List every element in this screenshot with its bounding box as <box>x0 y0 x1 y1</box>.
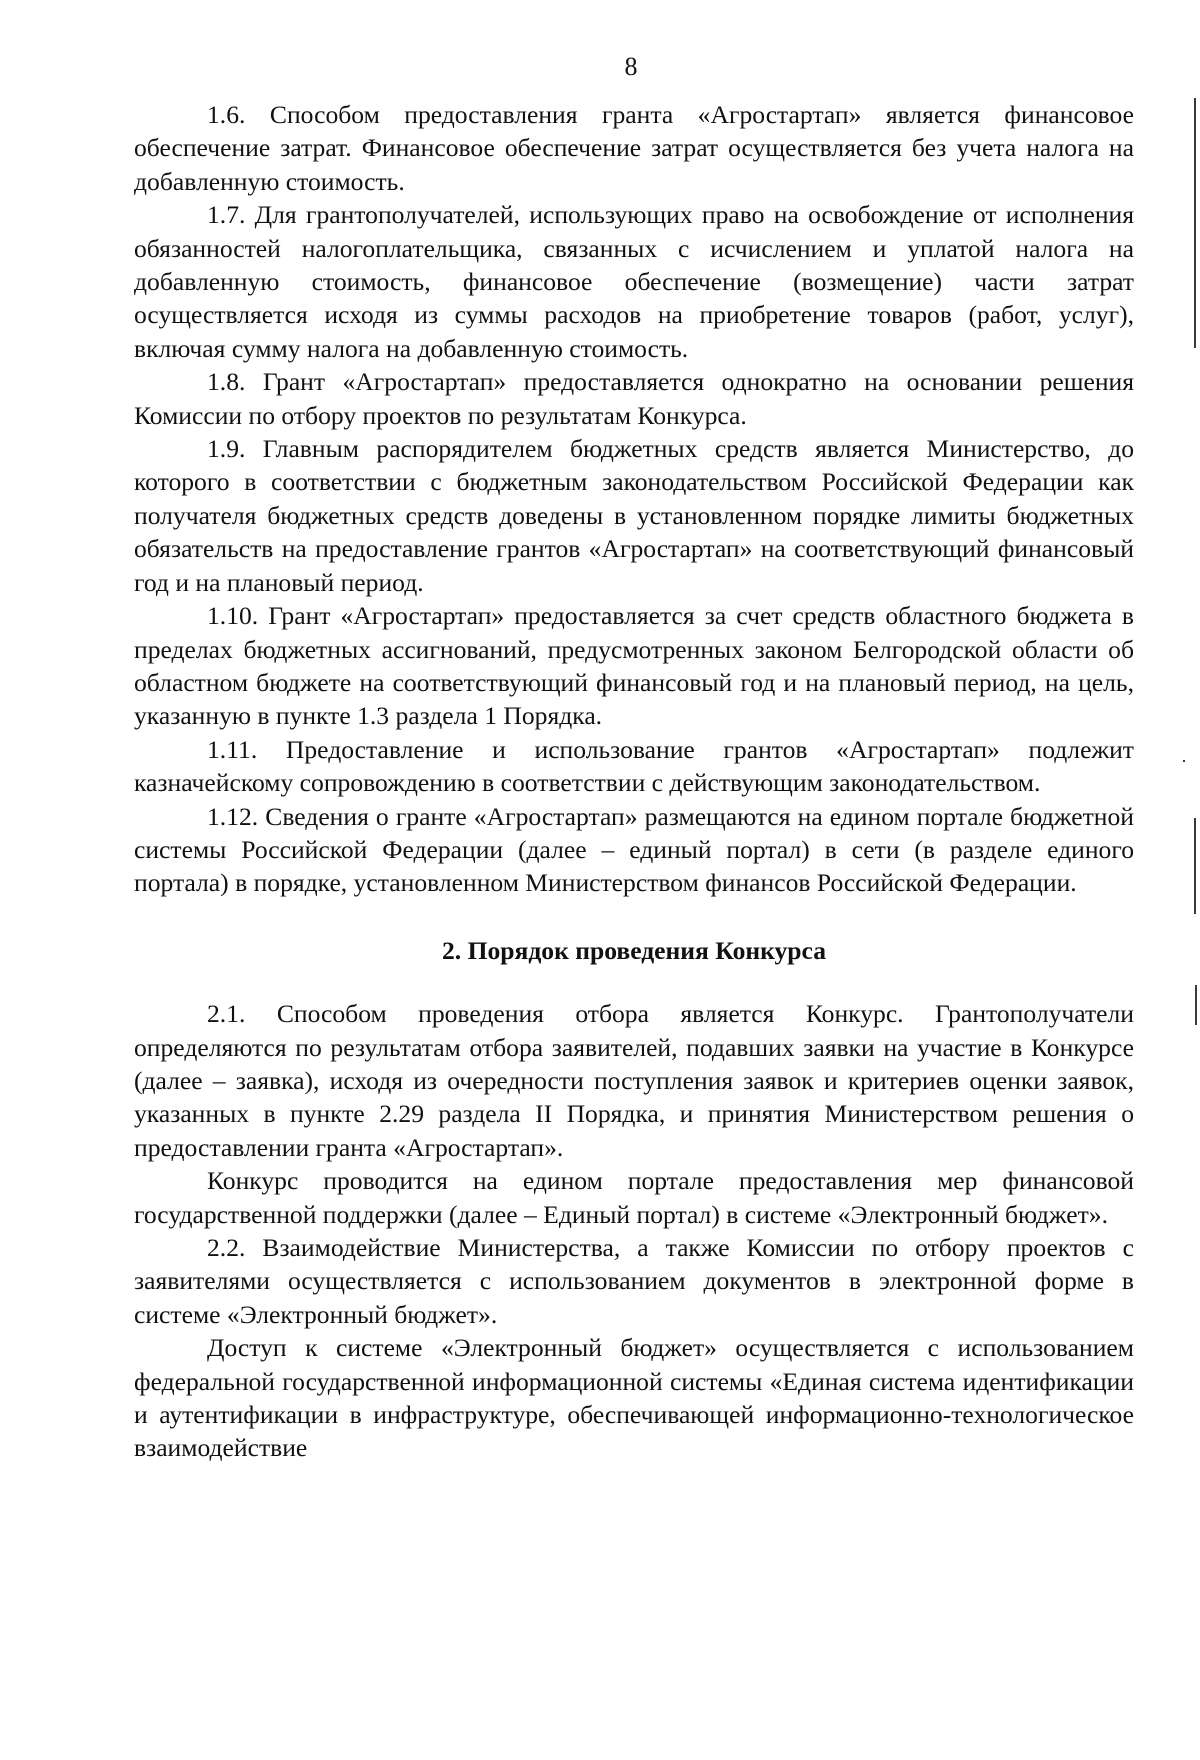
page-number: 8 <box>624 52 638 81</box>
paragraph-access: Доступ к системе «Электронный бюджет» осуществляется с использованием федеральной государственной информационной системы «Единая система идентификации и аутентификации в инфраструктуре, обеспечивающей информационно-технологическое взаимодействие <box>134 1333 1134 1463</box>
paragraph-2-1: 2.1. Способом проведения отбора является Конкурс. Грантополучатели определяются по результатам отбора заявителей, подавших заявки на участие в Конкурсе (далее – заявка), исходя из очередности поступления заявок и критериев оценки заявок, указанных в пункте 2.29 раздела II Порядка, и принятия Министерством решения о предоставлении гранта «Агростартап». <box>134 999 1134 1162</box>
paragraph-1-6: 1.6. Способом предоставления гранта «Агростартап» является финансовое обеспечение затрат. Финансовое обеспечение затрат осуществляется без учета налога на добавленную стоимость. <box>134 100 1134 196</box>
paragraph-1-9: 1.9. Главным распорядителем бюджетных средств является Министерство, до которого в соответствии с бюджетным законодательством Российской Федерации как получателя бюджетных средств доведены в установленном порядке лимиты бюджетных обязательств на предоставление грантов «Агростартап» на соответствующий финансовый год и на плановый период. <box>134 434 1134 597</box>
document-body <box>134 98 1134 1465</box>
paragraph-1-7: 1.7. Для грантополучателей, использующих право на освобождение от исполнения обязанностей налогоплательщика, связанных с исчислением и уплатой налога на добавленную стоимость, финансовое обеспечение (возмещение) части затрат осуществляется исходя из суммы расходов на приобретение товаров (работ, услуг), включая сумму налога на добавленную стоимость. <box>134 200 1134 363</box>
paragraph-1-8: 1.8. Грант «Агростартап» предоставляется однократно на основании решения Комиссии по отбору проектов по результатам Конкурса. <box>134 367 1134 430</box>
paragraph-1-11: 1.11. Предоставление и использование грантов «Агростартап» подлежит казначейскому сопровождению в соответствии с действующим законодательством. <box>134 734 1134 798</box>
paragraph-1-10: 1.10. Грант «Агростартап» предоставляется за счет средств областного бюджета в пределах бюджетных ассигнований, предусмотренных законом Белгородской области об областном бюджете на соответствующий финансовый год и на плановый период, на цель, указанную в пункте 1.3 раздела 1 Порядка. <box>134 601 1134 731</box>
scan-dot-mark <box>1183 760 1185 762</box>
scan-edge-mark <box>1194 818 1196 914</box>
paragraph-konkurs: Конкурс проводится на едином портале предоставления мер финансовой государственной поддержки (далее – Единый портал) в системе «Электронный бюджет». <box>134 1166 1134 1229</box>
paragraph-2-2: 2.2. Взаимодействие Министерства, а также Комиссии по отбору проектов с заявителями осуществляется с использованием документов в электронной форме в системе «Электронный бюджет». <box>134 1233 1134 1329</box>
section-heading: 2. Порядок проведения Конкурса <box>441 935 826 965</box>
scan-edge-mark <box>1195 985 1197 1025</box>
paragraph-1-12: 1.12. Сведения о гранте «Агростартап» размещаются на едином портале бюджетной системы Российской Федерации (далее – единый портал) в сети (в разделе единого портала) в порядке, установленном Министерством финансов Российской Федерации. <box>134 801 1134 898</box>
scan-edge-mark <box>1194 98 1196 348</box>
